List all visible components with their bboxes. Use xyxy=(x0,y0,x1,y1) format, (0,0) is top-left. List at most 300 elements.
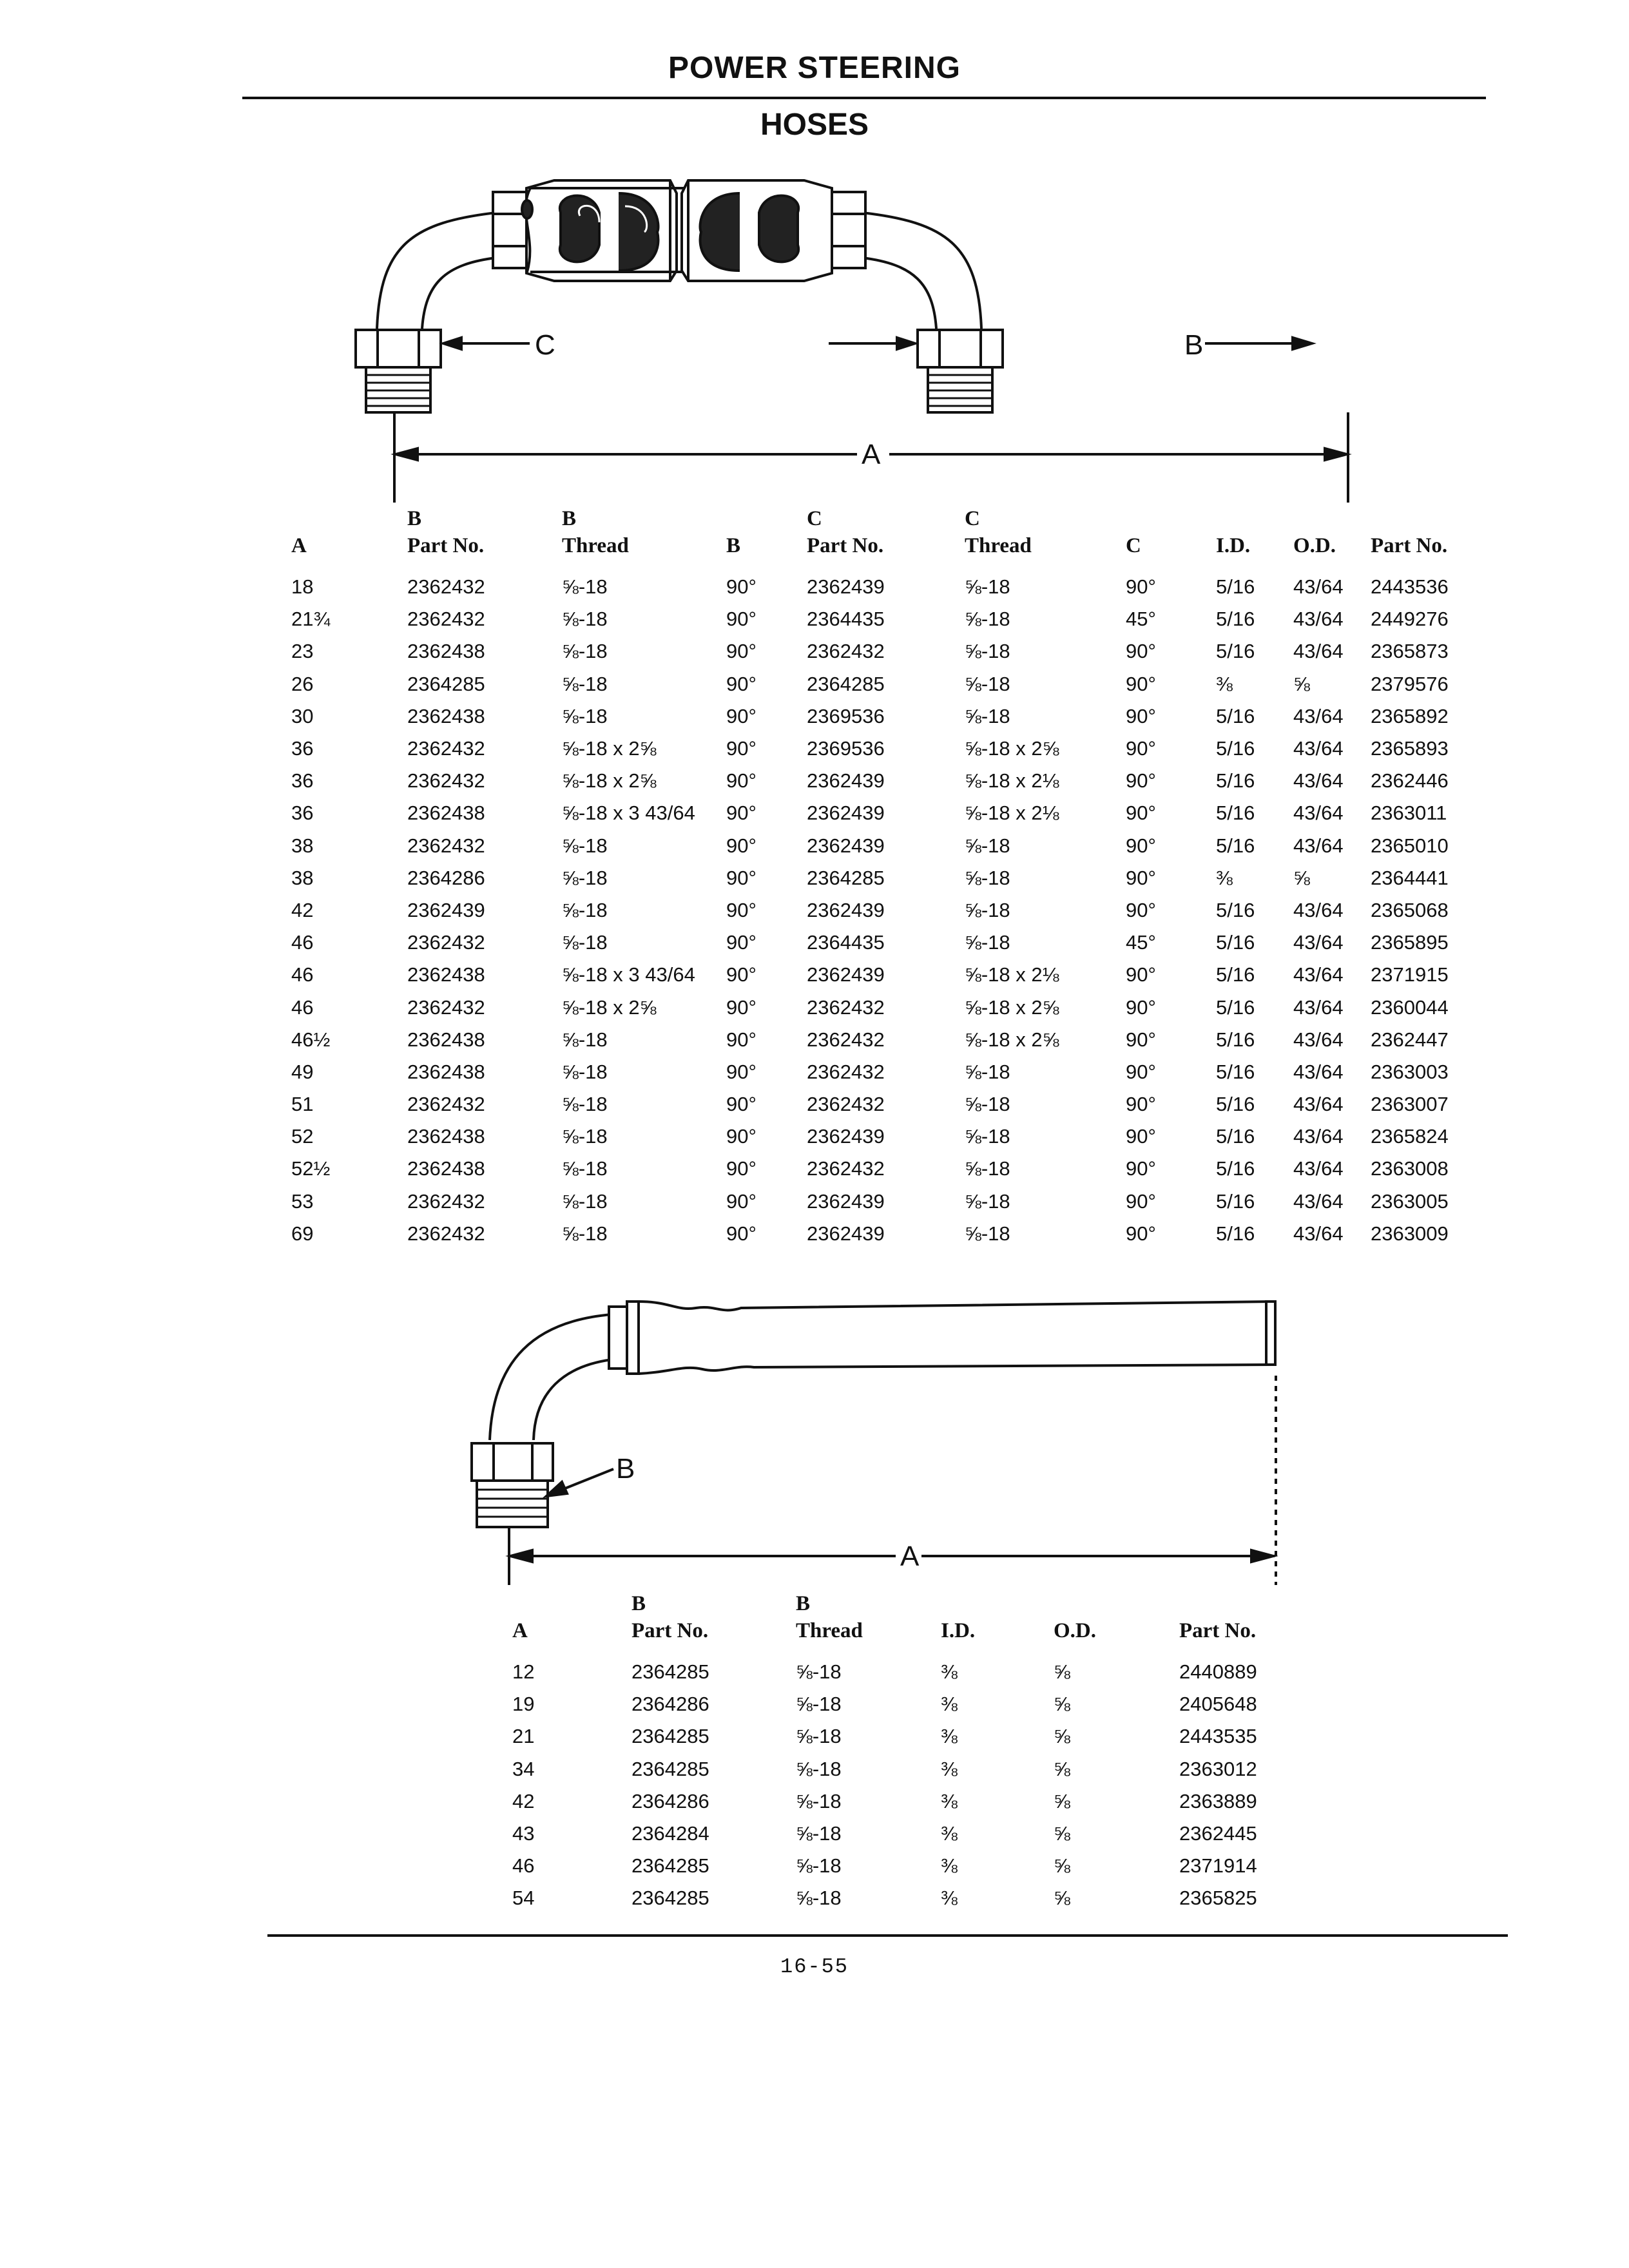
label-b: B xyxy=(1184,329,1204,361)
column-header: C Thread xyxy=(965,507,1032,557)
table-cell: ⅝-18 xyxy=(965,1189,1010,1213)
table-row xyxy=(291,1120,1451,1153)
label-c: C xyxy=(535,329,555,361)
table-cell: 90° xyxy=(1126,1222,1156,1245)
table-cell: ⅝ xyxy=(1054,1757,1070,1780)
table-cell: ⅝-18 x 3 43/64 xyxy=(562,963,695,986)
table-cell: 43 xyxy=(512,1822,535,1845)
table-cell: 2362432 xyxy=(407,737,485,760)
table-cell: ⅝-18 xyxy=(965,1157,1010,1180)
table-row xyxy=(291,1218,1451,1250)
table-cell: 2364286 xyxy=(407,866,485,889)
table-cell: 90° xyxy=(726,608,757,631)
table-row xyxy=(512,1882,1324,1914)
table-cell: 2365895 xyxy=(1371,931,1449,954)
table-cell: 90° xyxy=(1126,1157,1156,1180)
table-cell: 2365873 xyxy=(1371,640,1449,663)
table-cell: 46 xyxy=(291,995,314,1019)
table-cell: 23 xyxy=(291,640,314,663)
table-cell: ⅝ xyxy=(1054,1854,1070,1878)
table-cell: 2369536 xyxy=(807,737,885,760)
table-cell: 21¾ xyxy=(291,608,331,631)
table-cell: 90° xyxy=(726,1157,757,1180)
table-cell: 90° xyxy=(1126,995,1156,1019)
table-row xyxy=(291,668,1451,700)
table-row xyxy=(291,927,1451,959)
table-row xyxy=(291,635,1451,668)
table-cell: 43/64 xyxy=(1293,769,1344,793)
table-cell: 53 xyxy=(291,1189,314,1213)
table-cell: 90° xyxy=(1126,963,1156,986)
footer-rule xyxy=(267,1934,1508,1937)
table-cell: 2362439 xyxy=(807,802,885,825)
table-cell: 21 xyxy=(512,1725,535,1748)
table-cell: 46 xyxy=(291,931,314,954)
table-cell: 5/16 xyxy=(1216,898,1255,921)
table-cell: 5/16 xyxy=(1216,640,1255,663)
table-cell: 52 xyxy=(291,1125,314,1148)
table-cell: ⅝ xyxy=(1293,866,1310,889)
table-cell: 69 xyxy=(291,1222,314,1245)
table-cell: ⅝ xyxy=(1293,672,1310,695)
column-header: B Thread xyxy=(562,507,629,557)
table-cell: 2362432 xyxy=(407,608,485,631)
table-cell: ⅜ xyxy=(1216,672,1233,695)
table-cell: 43/64 xyxy=(1293,1060,1344,1083)
table-cell: ⅝-18 xyxy=(562,1125,608,1148)
table-row xyxy=(291,1088,1451,1120)
table-cell: 2362432 xyxy=(407,1093,485,1116)
table-cell: 2362438 xyxy=(407,640,485,663)
table-cell: 2405648 xyxy=(1179,1693,1257,1716)
table-cell: 2365010 xyxy=(1371,834,1449,857)
table-cell: ⅜ xyxy=(941,1725,958,1748)
table-cell: 2364285 xyxy=(807,866,885,889)
table-cell: 5/16 xyxy=(1216,1189,1255,1213)
table-cell: ⅝ xyxy=(1054,1822,1070,1845)
table-cell: ⅝-18 xyxy=(965,1060,1010,1083)
table-cell: ⅝-18 xyxy=(796,1822,842,1845)
table-cell: 2443535 xyxy=(1179,1725,1257,1748)
table-cell: ⅝-18 x 2⅛ xyxy=(965,963,1059,986)
table-cell: ⅝-18 xyxy=(965,834,1010,857)
table-cell: 38 xyxy=(291,866,314,889)
table-cell: 43/64 xyxy=(1293,737,1344,760)
table-cell: 5/16 xyxy=(1216,963,1255,986)
table-1-body xyxy=(291,571,1451,1250)
table-cell: 2364286 xyxy=(631,1693,709,1716)
table-cell: 90° xyxy=(726,802,757,825)
table-cell: 5/16 xyxy=(1216,769,1255,793)
table-cell: 43/64 xyxy=(1293,995,1344,1019)
table-row xyxy=(291,571,1451,603)
table-2-body xyxy=(512,1656,1324,1915)
table-cell: ⅝-18 xyxy=(796,1725,842,1748)
table-cell: 2365892 xyxy=(1371,704,1449,727)
table-cell: 2364285 xyxy=(631,1660,709,1684)
table-cell: 2363009 xyxy=(1371,1222,1449,1245)
table-cell: 12 xyxy=(512,1660,535,1684)
column-header: B xyxy=(726,534,741,557)
table-cell: 43/64 xyxy=(1293,704,1344,727)
hose-table-2 xyxy=(512,1590,1324,1915)
table-cell: 2365068 xyxy=(1371,898,1449,921)
table-row xyxy=(512,1818,1324,1850)
table-cell: 90° xyxy=(726,834,757,857)
table-cell: ⅝ xyxy=(1054,1660,1070,1684)
table-cell: 2362432 xyxy=(807,1093,885,1116)
table-cell: 2362432 xyxy=(407,1222,485,1245)
table-cell: ⅝-18 xyxy=(562,575,608,599)
table-cell: 90° xyxy=(726,575,757,599)
table-cell: ⅝-18 xyxy=(562,608,608,631)
table-cell: ⅜ xyxy=(941,1887,958,1910)
column-header: Part No. xyxy=(1179,1619,1257,1642)
table-cell: 45° xyxy=(1126,931,1156,954)
table-cell: 90° xyxy=(726,931,757,954)
table-cell: 90° xyxy=(1126,1093,1156,1116)
table-cell: 43/64 xyxy=(1293,1093,1344,1116)
table-cell: ⅝-18 xyxy=(562,866,608,889)
table-cell: ⅝-18 xyxy=(796,1887,842,1910)
table-cell: 90° xyxy=(726,672,757,695)
table-cell: ⅝ xyxy=(1054,1789,1070,1812)
table-2-header xyxy=(512,1590,1324,1656)
table-cell: 2362432 xyxy=(407,1189,485,1213)
table-cell: 46 xyxy=(512,1854,535,1878)
table-row xyxy=(291,862,1451,894)
table-cell: ⅝-18 xyxy=(796,1757,842,1780)
table-cell: 5/16 xyxy=(1216,737,1255,760)
table-cell: 49 xyxy=(291,1060,314,1083)
table-cell: 5/16 xyxy=(1216,834,1255,857)
table-cell: 2363007 xyxy=(1371,1093,1449,1116)
table-cell: 2362438 xyxy=(407,1125,485,1148)
table-cell: ⅝-18 x 2⅛ xyxy=(965,802,1059,825)
table-cell: 2362439 xyxy=(807,1189,885,1213)
table-cell: 2363012 xyxy=(1179,1757,1257,1780)
table-cell: 2364441 xyxy=(1371,866,1449,889)
column-header: A xyxy=(291,534,307,557)
table-cell: ⅝-18 xyxy=(562,1093,608,1116)
table-cell: ⅝-18 xyxy=(562,834,608,857)
table-cell: 42 xyxy=(291,898,314,921)
table-cell: 2362438 xyxy=(407,1060,485,1083)
column-header: I.D. xyxy=(1216,534,1251,557)
table-cell: 90° xyxy=(1126,672,1156,695)
table-cell: 90° xyxy=(1126,769,1156,793)
table-cell: ⅝-18 xyxy=(562,672,608,695)
table-cell: ⅝-18 xyxy=(965,672,1010,695)
table-cell: ⅝-18 xyxy=(562,704,608,727)
table-cell: 43/64 xyxy=(1293,640,1344,663)
table-cell: ⅜ xyxy=(941,1789,958,1812)
table-cell: 90° xyxy=(1126,575,1156,599)
table-cell: ⅝ xyxy=(1054,1725,1070,1748)
table-cell: 46 xyxy=(291,963,314,986)
table-cell: 2364284 xyxy=(631,1822,709,1845)
column-header: I.D. xyxy=(941,1619,976,1642)
table-row xyxy=(512,1785,1324,1818)
section-title: HOSES xyxy=(760,108,869,142)
table-cell: 2365825 xyxy=(1179,1887,1257,1910)
table-cell: ⅝-18 x 2⅝ xyxy=(562,737,657,760)
table-row xyxy=(512,1688,1324,1720)
table-cell: ⅜ xyxy=(941,1854,958,1878)
table-row xyxy=(291,894,1451,927)
table-cell: 2362439 xyxy=(807,963,885,986)
table-cell: 5/16 xyxy=(1216,1222,1255,1245)
table-cell: ⅝-18 xyxy=(965,1093,1010,1116)
table-cell: 2364435 xyxy=(807,608,885,631)
table-cell: 90° xyxy=(1126,834,1156,857)
table-cell: ⅝-18 xyxy=(562,1222,608,1245)
table-cell: 90° xyxy=(726,963,757,986)
table-cell: 43/64 xyxy=(1293,931,1344,954)
table-row xyxy=(512,1850,1324,1882)
label-a-2: A xyxy=(900,1541,920,1572)
table-cell: ⅝-18 x 2⅝ xyxy=(965,995,1059,1019)
table-cell: ⅝-18 xyxy=(796,1693,842,1716)
table-cell: 18 xyxy=(291,575,314,599)
table-cell: 36 xyxy=(291,737,314,760)
table-cell: 43/64 xyxy=(1293,802,1344,825)
table-cell: 2363003 xyxy=(1371,1060,1449,1083)
table-cell: ⅝-18 xyxy=(965,575,1010,599)
table-cell: 2362439 xyxy=(807,834,885,857)
table-cell: ⅝-18 xyxy=(965,608,1010,631)
table-cell: 2362438 xyxy=(407,802,485,825)
table-cell: 2360044 xyxy=(1371,995,1449,1019)
table-cell: 90° xyxy=(1126,737,1156,760)
table-cell: 90° xyxy=(1126,898,1156,921)
table-cell: 90° xyxy=(1126,1125,1156,1148)
table-row xyxy=(512,1720,1324,1753)
column-header: Part No. xyxy=(1371,534,1448,557)
table-cell: 34 xyxy=(512,1757,535,1780)
table-cell: 2362439 xyxy=(807,1222,885,1245)
table-cell: ⅝-18 xyxy=(965,931,1010,954)
table-cell: 90° xyxy=(726,1189,757,1213)
table-row xyxy=(291,991,1451,1023)
table-row xyxy=(291,733,1451,765)
table-cell: 2362432 xyxy=(807,1028,885,1051)
label-b-2: B xyxy=(616,1453,635,1485)
table-cell: 2443536 xyxy=(1371,575,1449,599)
table-cell: 5/16 xyxy=(1216,1125,1255,1148)
table-cell: ⅝-18 x 2⅝ xyxy=(965,1028,1059,1051)
table-cell: 90° xyxy=(726,1093,757,1116)
table-cell: ⅜ xyxy=(941,1757,958,1780)
table-cell: ⅝-18 xyxy=(796,1789,842,1812)
table-cell: 5/16 xyxy=(1216,995,1255,1019)
table-cell: 2362438 xyxy=(407,704,485,727)
table-cell: 90° xyxy=(726,769,757,793)
column-header: B Part No. xyxy=(407,507,485,557)
table-row xyxy=(291,1024,1451,1056)
table-row xyxy=(291,1153,1451,1185)
column-header: C xyxy=(1126,534,1141,557)
table-cell: 2362432 xyxy=(807,1157,885,1180)
table-cell: 90° xyxy=(1126,802,1156,825)
table-cell: ⅝-18 xyxy=(562,1189,608,1213)
table-cell: 2364285 xyxy=(807,672,885,695)
table-cell: ⅜ xyxy=(941,1693,958,1716)
table-cell: 5/16 xyxy=(1216,1157,1255,1180)
table-cell: 90° xyxy=(726,1028,757,1051)
table-cell: 2364285 xyxy=(631,1887,709,1910)
table-cell: ⅝-18 xyxy=(965,640,1010,663)
table-cell: 43/64 xyxy=(1293,1125,1344,1148)
table-cell: 90° xyxy=(1126,704,1156,727)
table-row xyxy=(512,1753,1324,1785)
table-cell: 2362432 xyxy=(807,995,885,1019)
table-cell: ⅝ xyxy=(1054,1693,1070,1716)
table-cell: 2362439 xyxy=(807,769,885,793)
table-cell: 5/16 xyxy=(1216,931,1255,954)
hose-table-1 xyxy=(291,505,1451,1250)
table-cell: 42 xyxy=(512,1789,535,1812)
column-header: C Part No. xyxy=(807,507,884,557)
table-cell: 43/64 xyxy=(1293,834,1344,857)
table-cell: 2362439 xyxy=(807,575,885,599)
page-number: 16-55 xyxy=(780,1955,849,1979)
table-cell: 5/16 xyxy=(1216,1093,1255,1116)
table-cell: 2362432 xyxy=(807,640,885,663)
table-cell: 90° xyxy=(1126,1028,1156,1051)
table-cell: ⅝-18 xyxy=(562,1028,608,1051)
table-row xyxy=(291,797,1451,829)
table-cell: 2363011 xyxy=(1371,802,1447,825)
table-cell: ⅜ xyxy=(941,1660,958,1684)
table-cell: 5/16 xyxy=(1216,802,1255,825)
table-cell: ⅝-18 xyxy=(562,898,608,921)
table-cell: ⅝-18 x 2⅝ xyxy=(562,769,657,793)
table-cell: 2363008 xyxy=(1371,1157,1449,1180)
table-cell: 90° xyxy=(726,866,757,889)
table-cell: 2362439 xyxy=(407,898,485,921)
table-cell: 90° xyxy=(1126,866,1156,889)
table-cell: ⅝-18 xyxy=(562,931,608,954)
table-cell: 90° xyxy=(726,704,757,727)
table-cell: 5/16 xyxy=(1216,575,1255,599)
table-cell: 2369536 xyxy=(807,704,885,727)
table-cell: 51 xyxy=(291,1093,314,1116)
table-cell: 43/64 xyxy=(1293,608,1344,631)
table-cell: 54 xyxy=(512,1887,535,1910)
table-cell: ⅝-18 xyxy=(796,1854,842,1878)
table-cell: 90° xyxy=(726,1125,757,1148)
table-cell: ⅝-18 xyxy=(562,1060,608,1083)
table-cell: 5/16 xyxy=(1216,1060,1255,1083)
table-cell: ⅝-18 xyxy=(796,1660,842,1684)
table-cell: ⅝-18 xyxy=(965,704,1010,727)
table-row xyxy=(291,765,1451,797)
table-cell: 2362432 xyxy=(807,1060,885,1083)
table-cell: ⅝-18 xyxy=(965,898,1010,921)
table-cell: ⅝-18 xyxy=(965,866,1010,889)
table-cell: 90° xyxy=(1126,640,1156,663)
table-row xyxy=(291,830,1451,862)
table-cell: 43/64 xyxy=(1293,1028,1344,1051)
table-cell: 36 xyxy=(291,802,314,825)
table-cell: 90° xyxy=(726,898,757,921)
table-cell: 43/64 xyxy=(1293,575,1344,599)
table-row xyxy=(291,959,1451,991)
table-cell: 38 xyxy=(291,834,314,857)
table-cell: 2440889 xyxy=(1179,1660,1257,1684)
table-cell: 43/64 xyxy=(1293,1189,1344,1213)
table-cell: 2362439 xyxy=(807,1125,885,1148)
table-cell: ⅝-18 xyxy=(562,1157,608,1180)
table-cell: 43/64 xyxy=(1293,1157,1344,1180)
table-cell: 52½ xyxy=(291,1157,331,1180)
table-cell: 19 xyxy=(512,1693,535,1716)
table-cell: 46½ xyxy=(291,1028,331,1051)
table-cell: 2362432 xyxy=(407,575,485,599)
table-cell: 2362445 xyxy=(1179,1822,1257,1845)
table-row xyxy=(291,1186,1451,1218)
table-row xyxy=(291,603,1451,635)
table-cell: ⅜ xyxy=(941,1822,958,1845)
table-cell: 2364285 xyxy=(631,1854,709,1878)
table-cell: 2371915 xyxy=(1371,963,1449,986)
table-cell: ⅝-18 x 2⅛ xyxy=(965,769,1059,793)
table-cell: 2449276 xyxy=(1371,608,1449,631)
table-cell: 2362438 xyxy=(407,1028,485,1051)
table-cell: 2379576 xyxy=(1371,672,1449,695)
table-cell: 2365893 xyxy=(1371,737,1449,760)
table-1-header xyxy=(291,505,1451,571)
table-cell: ⅝-18 x 2⅝ xyxy=(562,995,657,1019)
table-cell: 90° xyxy=(1126,1189,1156,1213)
table-cell: 2362432 xyxy=(407,769,485,793)
table-cell: 2362446 xyxy=(1371,769,1449,793)
table-cell: 30 xyxy=(291,704,314,727)
table-cell: 26 xyxy=(291,672,314,695)
table-row xyxy=(512,1656,1324,1688)
table-cell: 2362447 xyxy=(1371,1028,1449,1051)
table-cell: 2362438 xyxy=(407,1157,485,1180)
table-cell: ⅝-18 xyxy=(562,640,608,663)
column-header: B Thread xyxy=(796,1592,863,1642)
table-cell: 2362432 xyxy=(407,995,485,1019)
table-cell: 2364435 xyxy=(807,931,885,954)
column-header: O.D. xyxy=(1293,534,1336,557)
table-cell: 5/16 xyxy=(1216,704,1255,727)
table-cell: 2362438 xyxy=(407,963,485,986)
table-row xyxy=(291,1056,1451,1088)
table-cell: 5/16 xyxy=(1216,1028,1255,1051)
table-cell: 2365824 xyxy=(1371,1125,1449,1148)
table-cell: 90° xyxy=(726,995,757,1019)
table-cell: 2364285 xyxy=(631,1757,709,1780)
table-cell: 43/64 xyxy=(1293,1222,1344,1245)
table-cell: 2371914 xyxy=(1179,1854,1257,1878)
column-header: A xyxy=(512,1619,528,1642)
table-cell: 5/16 xyxy=(1216,608,1255,631)
table-cell: ⅝-18 xyxy=(965,1222,1010,1245)
table-cell: 2364285 xyxy=(631,1725,709,1748)
table-cell: 2363889 xyxy=(1179,1789,1257,1812)
label-a: A xyxy=(862,439,881,470)
table-cell: 36 xyxy=(291,769,314,793)
table-cell: ⅝-18 xyxy=(965,1125,1010,1148)
table-cell: 90° xyxy=(726,1222,757,1245)
table-cell: 90° xyxy=(726,1060,757,1083)
table-cell: ⅝-18 x 2⅝ xyxy=(965,737,1059,760)
table-cell: ⅜ xyxy=(1216,866,1233,889)
